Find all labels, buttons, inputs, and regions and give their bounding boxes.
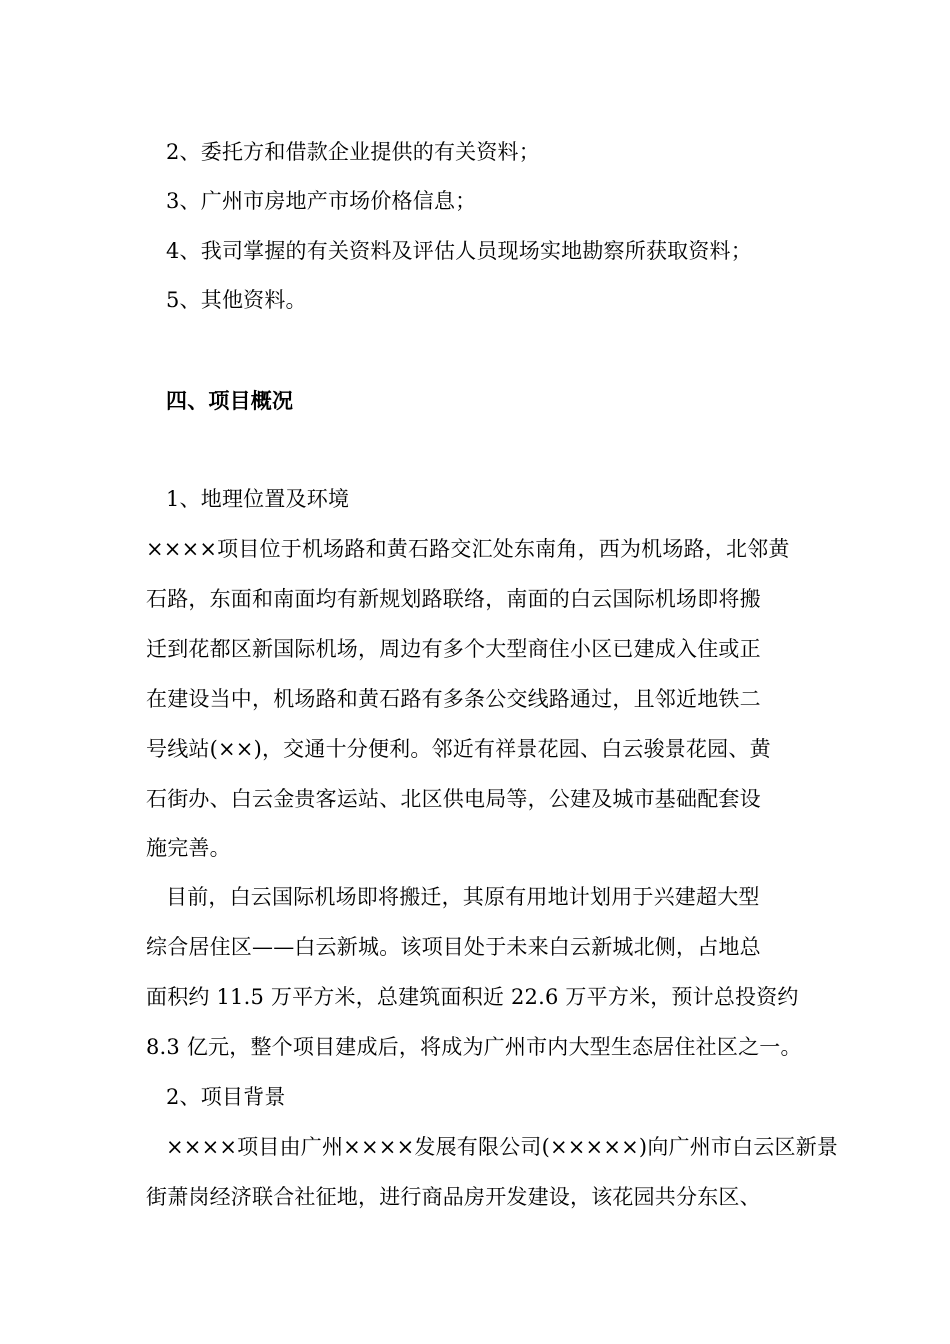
- subsection-heading-background: 2、项目背景: [166, 1085, 286, 1109]
- paragraph-line: 8.3 亿元，整个项目建成后，将成为广州市内大型生态居住社区之一。: [146, 1035, 802, 1059]
- basis-item-3: 3、广州市房地产市场价格信息；: [166, 189, 477, 213]
- paragraph-line: 石街办、白云金贵客运站、北区供电局等，公建及城市基础配套设: [146, 787, 761, 811]
- paragraph-line: 综合居住区——白云新城。该项目处于未来白云新城北侧，占地总: [146, 935, 761, 959]
- subsection-heading-location: 1、地理位置及环境: [166, 487, 350, 511]
- basis-item-5: 5、其他资料。: [166, 288, 307, 312]
- paragraph-line: 目前，白云国际机场即将搬迁，其原有用地计划用于兴建超大型: [166, 885, 760, 909]
- paragraph-line: 石路，东面和南面均有新规划路联络，南面的白云国际机场即将搬: [146, 587, 761, 611]
- paragraph-line: 街萧岗经济联合社征地，进行商品房开发建设，该花园共分东区、: [146, 1185, 761, 1209]
- paragraph-line: 施完善。: [146, 836, 231, 860]
- paragraph-line: ××××项目位于机场路和黄石路交汇处东南角，西为机场路，北邻黄: [146, 537, 790, 561]
- basis-item-2: 2、委托方和借款企业提供的有关资料；: [166, 140, 540, 164]
- section-heading: 四、项目概况: [166, 388, 294, 413]
- paragraph-line: 面积约 11.5 万平方米，总建筑面积近 22.6 万平方米，预计总投资约: [146, 985, 799, 1009]
- paragraph-line: 在建设当中，机场路和黄石路有多条公交线路通过，且邻近地铁二: [146, 687, 761, 711]
- paragraph-line: 迁到花都区新国际机场，周边有多个大型商住小区已建成入住或正: [146, 637, 761, 661]
- paragraph-line: 号线站(××)，交通十分便利。邻近有祥景花园、白云骏景花园、黄: [146, 737, 771, 761]
- paragraph-line: ××××项目由广州××××发展有限公司(×××××)向广州市白云区新景: [166, 1135, 839, 1159]
- basis-item-4: 4、我司掌握的有关资料及评估人员现场实地勘察所获取资料；: [166, 239, 752, 263]
